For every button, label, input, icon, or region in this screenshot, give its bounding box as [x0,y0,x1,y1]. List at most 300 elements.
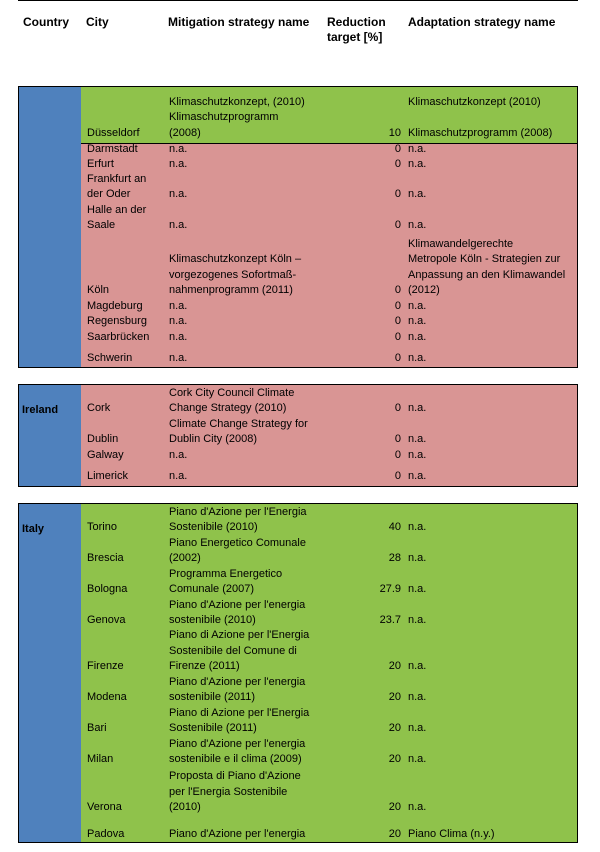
reduction-cell: 0 [394,449,401,462]
reduction-cell: 0 [394,402,401,415]
reduction-cell: 0 [394,433,401,446]
table-row [81,817,577,843]
adaptation-name [408,827,578,843]
mitigation-name [169,598,319,629]
city-name [87,142,165,158]
city-name-line: Magdeburg [87,299,143,312]
mitigation-name-line: Piano d'Azione per l'energia [169,737,306,750]
adaptation-name [408,237,578,299]
city-cell [87,126,165,142]
country-label-ireland: Ireland [22,404,59,416]
adaptation-cell [408,752,578,768]
mitigation-name [169,628,319,675]
city-cell [87,330,165,346]
table-row [81,676,577,707]
city-name-line: Padova [87,828,125,841]
mitigation-name-line: Dublin City (2008) [169,433,258,446]
mitigation-name-line: (2010) [169,801,201,814]
mitigation-name [169,218,319,234]
mitigation-name-line: Sostenibile del Comune di [169,644,297,657]
reduction-cell: 0 [394,470,401,483]
city-name-line: Düsseldorf [87,126,140,139]
header-city: City [86,15,109,29]
mitigation-cell [169,330,319,346]
mitigation-name-line: n.a. [169,299,188,312]
adaptation-cell [408,299,578,315]
table-header [18,0,578,73]
reduction-cell: 20 [388,722,401,735]
city-name [87,613,165,629]
table-row [81,300,577,316]
header-country: Country [23,15,69,29]
city-name [87,448,165,464]
mitigation-cell [169,351,319,367]
mitigation-name-line: sostenibile e il clima (2009) [169,753,302,766]
adaptation-name [408,95,578,142]
mitigation-name [169,157,319,173]
mitigation-name [169,142,319,158]
adaptation-name [408,520,578,536]
mitigation-name-line: n.a. [169,219,188,232]
adaptation-cell [408,551,578,567]
mitigation-name-line: Piano di Azione per l'Energia [169,629,310,642]
city-cell [87,203,165,234]
adaptation-name-line: n.a. [408,521,427,534]
city-name [87,827,165,843]
mitigation-cell [169,142,319,158]
mitigation-name-line: Sostenibile (2011) [169,722,257,735]
mitigation-name-line: Climate Change Strategy for [169,417,308,430]
header-mitigation: Mitigation strategy name [168,15,310,29]
italy-block [18,503,578,843]
mitigation-name-line: (2002) [169,552,201,565]
table-row [81,568,577,599]
city-name [87,203,165,234]
adaptation-name-line: n.a. [408,433,427,446]
adaptation-name [408,721,578,737]
mitigation-name [169,252,319,299]
mitigation-cell [169,706,319,737]
city-name [87,126,165,142]
city-cell [87,752,165,768]
city-name-line: Dublin [87,433,119,446]
germany-block [18,86,578,368]
mitigation-name [169,567,319,598]
adaptation-cell [408,157,578,173]
table-row [81,769,577,817]
header-reduction-line2: target [%] [327,30,383,44]
city-cell [87,721,165,737]
mitigation-name-line: n.a. [169,188,188,201]
mitigation-name [169,351,319,367]
adaptation-cell [408,95,578,142]
adaptation-name-line: n.a. [408,470,427,483]
mitigation-cell [169,737,319,768]
mitigation-name-line: n.a. [169,315,188,328]
mitigation-cell [169,95,319,142]
city-cell [87,432,165,448]
mitigation-cell [169,187,319,203]
adaptation-name [408,613,578,629]
reduction-cell: 0 [394,284,401,297]
city-name-line: Saarbrücken [87,331,150,344]
city-name [87,283,165,299]
adaptation-name [408,551,578,567]
table-row [81,347,577,368]
mitigation-cell [169,469,319,485]
mitigation-name-line: Cork City Council Climate [169,386,295,399]
adaptation-name-line: n.a. [408,188,427,201]
adaptation-cell [408,351,578,367]
city-name [87,401,165,417]
adaptation-cell [408,432,578,448]
mitigation-name-line: Firenze (2011) [169,660,240,673]
mitigation-name [169,469,319,485]
reduction-cell: 20 [388,828,401,841]
country-label-italy: Italy [22,523,45,535]
adaptation-cell [408,827,578,843]
table-row [81,630,577,676]
city-cell [87,142,165,158]
city-name-line: Modena [87,691,127,704]
mitigation-cell [169,448,319,464]
city-name [87,582,165,598]
city-name [87,432,165,448]
mitigation-name [169,505,319,536]
reduction-cell: 20 [388,801,401,814]
adaptation-cell [408,800,578,816]
mitigation-cell [169,417,319,448]
adaptation-name-line: (2012) [408,284,440,297]
mitigation-name-line: Piano d'Azione per l'energia [169,828,306,841]
city-name-line: Milan [87,753,114,766]
mitigation-name [169,417,319,448]
adaptation-name-line: Klimaschutzkonzept (2010) [408,95,541,108]
adaptation-cell [408,613,578,629]
reduction-cell: 23.7 [379,614,401,627]
city-name-line: Genova [87,614,126,627]
city-name-line: Frankfurt an [87,172,147,185]
reduction-cell: 27.9 [379,583,401,596]
adaptation-name-line: n.a. [408,352,427,365]
city-cell [87,157,165,173]
adaptation-name [408,330,578,346]
table-row [81,385,577,418]
table-row [81,449,577,465]
mitigation-name-line: per l'Energia Sostenibile [169,785,288,798]
adaptation-name [408,800,578,816]
table-row [81,316,577,332]
mitigation-cell [169,769,319,816]
mitigation-cell [169,675,319,706]
city-cell [87,299,165,315]
adaptation-name-line: n.a. [408,660,427,673]
adaptation-name-line: Klimaschutzprogramm (2008) [408,126,553,139]
city-name [87,314,165,330]
table-row [81,331,577,347]
adaptation-name [408,157,578,173]
adaptation-cell [408,659,578,675]
city-name-line: Regensburg [87,315,147,328]
city-name [87,469,165,485]
adaptation-cell [408,237,578,299]
adaptation-name-line: n.a. [408,331,427,344]
ireland-block [18,384,578,487]
city-name-line: Galway [87,449,124,462]
reduction-cell: 20 [388,691,401,704]
city-cell [87,520,165,536]
adaptation-name [408,752,578,768]
mitigation-name-line: (2008) [169,126,201,139]
country-column [19,385,81,486]
city-name-line: Torino [87,521,117,534]
table-row [81,174,577,205]
city-cell [87,469,165,485]
mitigation-name-line: n.a. [169,352,188,365]
city-name [87,690,165,706]
reduction-cell: 20 [388,753,401,766]
city-name-line: Erfurt [87,157,114,170]
city-name-line: Darmstadt [87,143,138,156]
adaptation-name-line: Piano Clima (n.y.) [408,828,495,841]
mitigation-name-line: Comunale (2007) [169,583,254,596]
city-cell [87,401,165,417]
city-name-line: Firenze [87,660,124,673]
adaptation-cell [408,142,578,158]
mitigation-name-line: n.a. [169,470,188,483]
mitigation-cell [169,567,319,598]
city-cell [87,582,165,598]
table-row [81,504,577,537]
reduction-cell: 0 [394,315,401,328]
mitigation-name-line: Klimaschutzkonzept, (2010) [169,95,305,108]
adaptation-name-line: n.a. [408,614,427,627]
adaptation-name [408,401,578,417]
mitigation-name [169,299,319,315]
adaptation-name [408,659,578,675]
table-row [81,204,577,235]
city-name-line: Verona [87,801,122,814]
city-name-line: Köln [87,284,110,297]
table-row [81,537,577,568]
mitigation-name-line: Piano d'Azione per l'Energia [169,505,307,518]
city-cell [87,690,165,706]
adaptation-name-line: n.a. [408,402,427,415]
adaptation-cell [408,582,578,598]
reduction-cell: 10 [388,126,401,139]
city-name [87,551,165,567]
mitigation-name [169,448,319,464]
mitigation-name-line: n.a. [169,157,188,170]
mitigation-name-line: n.a. [169,449,188,462]
mitigation-cell [169,157,319,173]
city-cell [87,659,165,675]
mitigation-cell [169,628,319,675]
city-name [87,721,165,737]
adaptation-cell [408,314,578,330]
adaptation-name-line: n.a. [408,722,427,735]
adaptation-cell [408,187,578,203]
adaptation-name-line: n.a. [408,753,427,766]
adaptation-cell [408,401,578,417]
adaptation-name-line: n.a. [408,801,427,814]
city-cell [87,314,165,330]
mitigation-name-line: n.a. [169,331,188,344]
mitigation-name-line: Piano Energetico Comunale [169,536,306,549]
mitigation-name-line: n.a. [169,143,188,156]
city-name-line: Bari [87,722,107,735]
city-cell [87,351,165,367]
adaptation-name-line: n.a. [408,691,427,704]
city-name [87,659,165,675]
mitigation-name-line: Programma Energetico [169,567,283,580]
mitigation-name-line: nahmenprogramm (2011) [169,284,293,297]
adaptation-name [408,469,578,485]
mitigation-name-line: vorgezogenes Sofortmaß- [169,268,297,281]
city-name [87,351,165,367]
mitigation-cell [169,598,319,629]
mitigation-name [169,675,319,706]
mitigation-name [169,536,319,567]
reduction-cell: 20 [388,660,401,673]
mitigation-name-line: Piano di Azione per l'Energia [169,706,310,719]
city-cell [87,283,165,299]
mitigation-name-line: sostenibile (2011) [169,691,256,704]
reduction-cell: 0 [394,188,401,201]
mitigation-cell [169,386,319,417]
city-cell [87,827,165,843]
adaptation-cell [408,690,578,706]
reduction-cell: 40 [388,521,401,534]
adaptation-name-line: n.a. [408,315,427,328]
mitigation-name-line: Proposta di Piano d'Azione [169,770,301,783]
mitigation-name-line: Sostenibile (2010) [169,521,258,534]
header-adaptation: Adaptation strategy name [408,15,556,29]
mitigation-name [169,330,319,346]
city-name-line: Schwerin [87,352,133,365]
city-name [87,157,165,173]
mitigation-cell [169,299,319,315]
mitigation-name [169,769,319,816]
mitigation-name-line: Piano d'Azione per l'energia [169,598,306,611]
reduction-cell: 0 [394,331,401,344]
adaptation-name-line: n.a. [408,299,427,312]
adaptation-name [408,142,578,158]
mitigation-name-line: Klimaschutzkonzept Köln – [169,253,302,266]
adaptation-name [408,448,578,464]
mitigation-cell [169,827,319,843]
adaptation-name [408,218,578,234]
mitigation-cell [169,536,319,567]
reduction-cell: 0 [394,219,401,232]
city-cell [87,800,165,816]
country-column [19,504,81,842]
city-cell [87,448,165,464]
table-row [81,418,577,449]
adaptation-cell [408,721,578,737]
adaptation-name-line: Metropole Köln - Strategien zur [408,253,561,266]
adaptation-cell [408,218,578,234]
mitigation-name [169,187,319,203]
table-row [81,465,577,486]
mitigation-cell [169,252,319,299]
adaptation-name [408,351,578,367]
adaptation-name-line: n.a. [408,219,427,232]
mitigation-cell [169,218,319,234]
mitigation-name [169,314,319,330]
reduction-cell: 28 [388,552,401,565]
adaptation-name-line: Anpassung an den Klimawandel [408,268,566,281]
city-name [87,172,165,203]
mitigation-name-line: Klimaschutzprogramm [169,111,279,124]
adaptation-name [408,582,578,598]
reduction-cell: 0 [394,352,401,365]
adaptation-cell [408,448,578,464]
adaptation-cell [408,469,578,485]
reduction-cell: 0 [394,143,401,156]
city-cell [87,551,165,567]
table-row [81,235,577,300]
adaptation-name [408,314,578,330]
city-name [87,752,165,768]
adaptation-name-line: n.a. [408,143,427,156]
header-reduction [327,15,386,45]
header-reduction-line1: Reduction [327,15,386,29]
adaptation-name-line [408,110,578,126]
mitigation-cell [169,505,319,536]
mitigation-name [169,386,319,417]
mitigation-cell [169,314,319,330]
city-cell [87,172,165,203]
city-name [87,299,165,315]
adaptation-name-line: Klimawandelgerechte [408,237,514,250]
mitigation-name [169,706,319,737]
country-column [19,87,81,367]
adaptation-cell [408,520,578,536]
mitigation-name [169,95,319,142]
table-row [81,738,577,769]
city-name-line: Limerick [87,470,128,483]
reduction-cell: 0 [394,157,401,170]
mitigation-name [169,827,319,843]
adaptation-name [408,690,578,706]
city-name [87,330,165,346]
reduction-cell: 0 [394,299,401,312]
table-row [81,599,577,630]
city-cell [87,613,165,629]
mitigation-name-line: Change Strategy (2010) [169,402,287,415]
adaptation-name-line: n.a. [408,157,427,170]
city-name-line: Brescia [87,552,124,565]
city-name-line: der Oder [87,188,131,201]
city-name-line: Bologna [87,583,128,596]
mitigation-name [169,737,319,768]
adaptation-name-line: n.a. [408,583,427,596]
adaptation-name-line: n.a. [408,449,427,462]
adaptation-cell [408,330,578,346]
table-row [81,87,577,143]
city-name-line: Saale [87,219,116,232]
adaptation-name [408,432,578,448]
adaptation-name [408,187,578,203]
city-name-line: Halle an der [87,203,147,216]
mitigation-name-line: sostenibile (2010) [169,614,256,627]
city-name-line: Cork [87,402,111,415]
mitigation-name-line: Piano d'Azione per l'energia [169,675,306,688]
city-name [87,800,165,816]
table-row [81,707,577,738]
adaptation-name-line: n.a. [408,552,427,565]
